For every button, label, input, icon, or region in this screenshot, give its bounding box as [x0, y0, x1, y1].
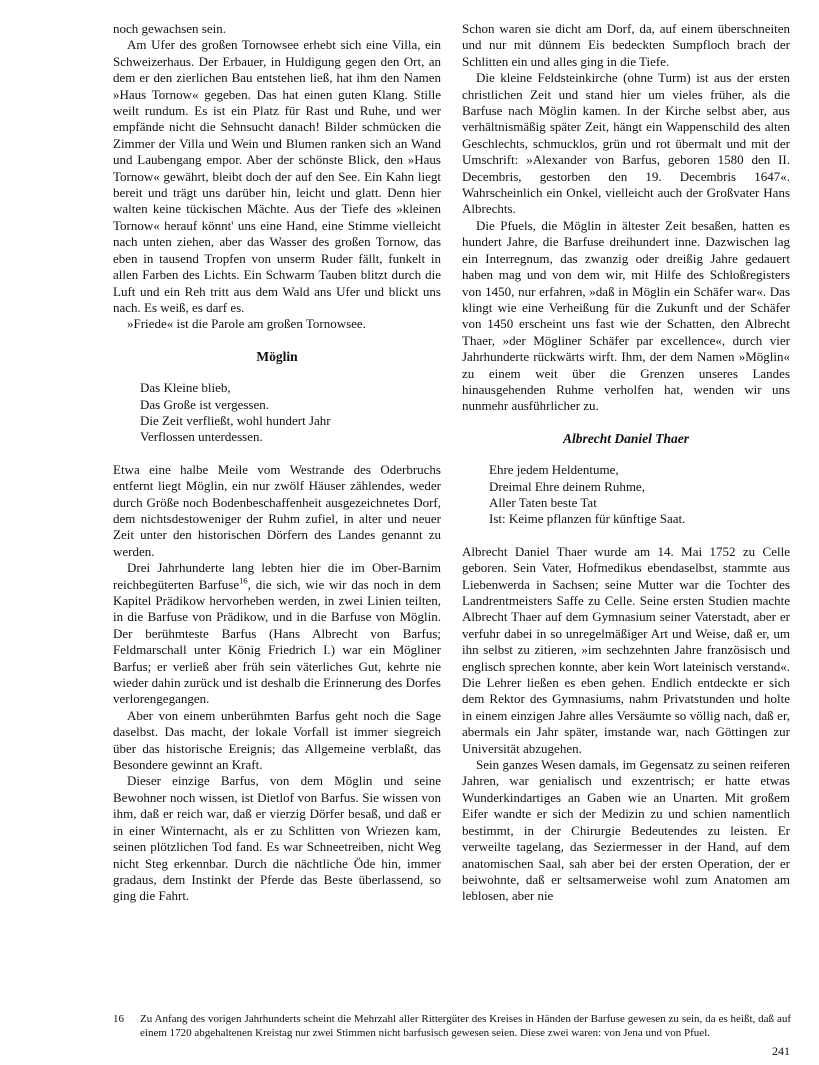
footnote-reference: 16 — [239, 575, 248, 586]
paragraph: Schon waren sie dicht am Dorf, da, auf einem überschneiten und nur mit dünnem Eis bedeckten Sumpfloch brach der Schlitten ein und alles ging in die Tiefe. — [462, 21, 790, 69]
left-column — [113, 21, 441, 905]
paragraph: Sein ganzes Wesen damals, im Gegensatz zu seinen reiferen Jahren, war genialisch und exzentrisch; er hatte etwas Wunderkindartiges an Gaben wie an Unarten. Mit großem Eifer wandte er sich der Medizin zu und schien namentlich bestimmt, in der Chirurgie Bedeutendes zu leisten. Er verweilte tagelang, das Seziermesser in der Hand, auf dem anatomischen Saal, sah aber bei der ersten Operation, der er beiwohnte, daß er seltsamerweise wohl zum Anatomen am leblosen, aber nie — [462, 757, 790, 904]
paragraph: Drei Jahrhunderte lang lebten hier die im Ober-Barnim reichbegüterten Barfuse$^{16}$, die sich, wie wir das noch in dem Kapitel Prädikow hervorheben werden, in zwei Linien teilten, in die Barfuse von Prädikow, und in die Barfuse von Möglin. Der berühmteste Barfus (Hans Albrecht von Barfus; Feldmarschall unter König Friedrich I.) war ein Mögliner Barfus; er verließ aber früh sein väterliches Gut, kehrte nie wieder dahin zurück und ist deshalb die Erinnerung des Dorfes verlorengegangen. — [113, 560, 442, 707]
poem-line: Aller Taten beste Tat — [489, 494, 597, 510]
paragraph: Die Pfuels, die Möglin in ältester Zeit besaßen, hatten es hundert Jahre, die Barfuse dreihundert inne. Dazwischen lag ein Interregnum, das zwanzig oder dreißig Jahre gedauert haben mag und von dem wir, mit Hilfe des Schloßregisters von 1450, nur erfahren, »daß in Möglin ein Schäfer war«. Das klingt wie eine Verheißung für die Zukunft und der Schäfer von 1450 erscheint uns fast wie der Schatten, den Albrecht Thaer, »der Mögliner Schäfer par excellence«, durch vier Jahrhunderte rückwärts wirft. Ihm, der dem Namen »Möglin« zu einem weit über die Grenzen unseres Landes hinausgehenden Ruhme verholfen hat, wenden wir uns nunmehr ausführlicher zu. — [462, 217, 790, 414]
paragraph: Etwa eine halbe Meile vom Westrande des Oderbruchs entfernt liegt Möglin, ein nur zwölf Häuser zählendes, weder durch Größe noch Bodenbeschaffenheit ausgezeichnetes Dorf, dem nichtsdestoweniger der Ruhm zufiel, in alter und neuer Zeit unter den historischen Dörfern des Landes genannt zu werden. — [113, 461, 441, 559]
poem-line: Ist: Keime pflanzen für künftige Saat. — [489, 511, 686, 527]
paragraph: noch gewachsen sein. — [113, 21, 226, 36]
section-heading: Albrecht Daniel Thaer — [562, 430, 689, 446]
footnote-marker: 16 — [113, 1013, 124, 1026]
paragraph: Aber von einem unberühmten Barfus geht noch die Sage daselbst. Das macht, der lokale Vorfall ist immer siegreich über das historische Ereignis; das Allgemeine verblaßt, das Besondere gewinnt an Kraft. — [113, 707, 441, 773]
poem — [489, 462, 790, 528]
poem-line: Das Große ist vergessen. — [140, 396, 270, 412]
poem-line: Das Kleine blieb, — [140, 380, 231, 396]
poem-line: Die Zeit verfließt, wohl hundert Jahr — [140, 412, 331, 428]
paragraph: Die kleine Feldsteinkirche (ohne Turm) ist aus der ersten christlichen Zeit und stand hier um vieles früher, als die Barfuse nach Möglin kamen. In der Kirche selbst aber, aus verhältnismäßig später Zeit, hängt ein Wappenschild des alten Geschlechts, schmucklos, grün und rot übermalt und mit der Umschrift: »Alexander von Barfus, geboren 1580 den II. Decembris, gestorben den 19. Decembris 1647«. Wahrscheinlich ein Onkel, vielleicht auch der Großvater Hans Albrechts. — [462, 70, 790, 217]
section-heading: Möglin — [256, 348, 298, 364]
paragraph: »Friede« ist die Parole am großen Tornowsee. — [127, 316, 366, 332]
page-number: 241 — [772, 1044, 790, 1058]
text-columns — [113, 21, 791, 905]
poem — [140, 380, 441, 446]
paragraph: Dieser einzige Barfus, von dem Möglin und seine Bewohner noch wissen, ist Dietlof von Barfus. Sie wissen von ihm, daß er reich war, daß er vierzig Dörfer besaß, und daß er in einer Winternacht, als er zu Schlitten von Wriezen kam, seinen plötzlichen Tod fand. Es war Schneetreiben, nicht Weg nicht Steg erkennbar. Durch die nächtliche Öde hin, immer gradaus, dem Instinkt der Pferde das Beste überlassend, so ging die Fahrt. — [113, 773, 441, 904]
paragraph: Am Ufer des großen Tornowsee erhebt sich eine Villa, ein Schweizerhaus. Der Erbauer, in Huldigung gegen den Ort, an dem er den zierlichen Bau entstehen ließ, hat ihm den Namen »Haus Tornow« gegeben. Das hat einen guten Klang. Stille weilt rundum. Es ist ein Platz für Rast und Ruhe, und wer empfände nicht die Sehnsucht danach! Bilder schmücken die Zimmer der Villa und Wein und Blumen ranken sich an Wand und Laubengang empor. Aber der schönste Blick, den »Haus Tornow« gewährt, bleibt doch der auf den See. Ein Kahn liegt bereit und trägt uns darüber hin, leicht und glatt. Denn hier walten keine tückischen Mächte. Aus der Tiefe des »kleinen Tornow« herauf könnt' uns eine Hand, eine Stimme vielleicht nach unten ziehen, aber das Wasser des großen Tornow, das eben in tausend Tropfen von unserm Ruder fällt, funkelt in allen Farben des Lichts. Ein Schwarm Tauben blitzt durch die Luft und ein Reh tritt aus dem Wald ans Ufer und blickt uns nach. Es weiß, es darf es. — [113, 37, 441, 315]
footnote — [113, 1013, 791, 1040]
poem-line: Dreimal Ehre deinem Ruhme, — [489, 478, 645, 494]
poem-line: Ehre jedem Heldentume, — [489, 462, 619, 478]
footnote-text: Zu Anfang des vorigen Jahrhunderts scheint die Mehrzahl aller Rittergüter des Kreises in Händen der Barfuse gewesen zu sein, da es heißt, daß auf einem 1720 abgehaltenen Kreistag nur zwei Stimmen nicht barfusisch gewesen seien. Diese zwei waren: von Jena und von Pfuel. — [140, 1013, 791, 1039]
right-column — [462, 21, 790, 905]
paragraph: Albrecht Daniel Thaer wurde am 14. Mai 1752 zu Celle geboren. Sein Vater, Hofmedikus ebendaselbst, stammte aus Liebenwerda in Sachsen; seine Mutter war die Tochter des Landrentmeisters Saffe zu Celle. Seine ersten Studien machte Albrecht Thaer auf dem Gymnasium seiner Vaterstadt, aber er verfuhr dabei in so unregelmäßiger Art und Weise, daß er, um ihn selbst zu zitieren, »im sechzehnten Jahre französisch und englisch sprechen konnte, aber kein Wort lateinisch verstand«. Die Lehrer ließen es eben gehen. Endlich entdeckte er sich dem Rektor des Gymnasiums, nahm Privatstunden und holte in einem einzigen Jahre alles Versäumte so völlig nach, daß er, abermals ein Jahr später, imstande war, nach Göttingen zur Universität abzugehen. — [462, 543, 790, 756]
poem-line: Verflossen unterdessen. — [140, 429, 263, 445]
